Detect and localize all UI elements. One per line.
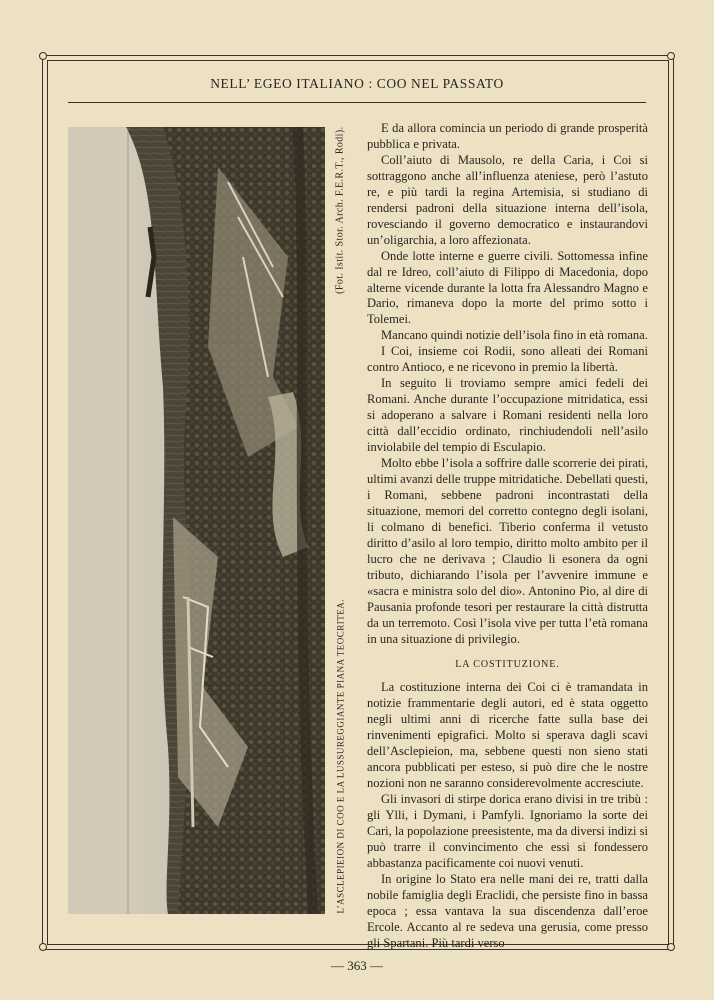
running-title: NELL’ EGEO ITALIANO : COO NEL PASSATO [210, 76, 504, 91]
paragraph: In origine lo Stato era nelle mani dei re, tratti dalla nobile famiglia degli Eraclidi, che persiste fino in bassa epoca ; essa vantava la sua discendenza dall’eroe Ercole. Accanto al re sedeva una gerusia, come presso gli Spartani. Più tardi verso [367, 871, 648, 950]
caption-title: L’ASCLEPIEION DI COO E LA LUSSUREGGIANTE PIANA TEOCRITEA. [335, 599, 345, 914]
border-corner-ornament [667, 943, 675, 951]
border-corner-ornament [39, 52, 47, 60]
body-text-column [367, 121, 648, 952]
photo-credit: (Fot. Istit. Stor. Arch. F.E.R.T., Rodi). [334, 126, 346, 294]
section-heading: LA COSTITUZIONE. [455, 659, 560, 671]
page-number: — 363 — [331, 958, 383, 973]
paragraph: Gli invasori di stirpe dorica erano divisi in tre tribù : gli Ylli, i Dymani, i Pamfyli. Ignoriamo la sorte dei Cari, la popolazione preesistente, ma da diversi indizi si può trarre il convincimento che essi si fondessero abbastanza pacificamente coi nuovi venuti. [367, 792, 648, 870]
paragraph: E da allora comincia un periodo di grande prosperità pubblica e privata. [367, 121, 648, 151]
paragraph: Mancano quindi notizie dell’isola fino in età romana. [381, 328, 648, 343]
border-corner-ornament [667, 52, 675, 60]
paragraph: La costituzione interna dei Coi ci è tramandata in notizie frammentarie degli autori, ed è stata oggetto negli ultimi anni di ricerche fatte sulla base dei rinvenimenti epigrafici. Molto si sperava dagli scavi dell’Asclepieion, ma, sebbene questi non sieno stati ancora pubblicati per esteso, si può dire che le nostre nozioni non ne saranno considerevolmente accresciute. [367, 680, 648, 791]
border-corner-ornament [39, 943, 47, 951]
paragraph: Coll’aiuto di Mausolo, re della Caria, i Coi si sottraggono anche all’influenza ateniese, però l’astuto re, e più tardi la regina Artemisia, si studiano di rendersi padroni della situazione interna dell’isola, rovesciando il governo democratico e instaurandovi un’oligarchia, a loro affezionata. [367, 152, 648, 247]
paragraph: Molto ebbe l’isola a soffrire dalle scorrerie dei pirati, ultimi avanzi delle truppe mitridatiche. Debellati questi, i Romani, sebbene padroni incontrastati della situazione, memori del corretto contegno degli isolani, li colmano di benefici. Tiberio conferma il vetusto diritto d’asilo al loro tempio, diritto molto ambito per il lucro che ne derivava ; Claudio li esonera da ogni tributo, dichiarando l’isola per l’avvenire immune e «sacra e ministra solo del dio». Antonino Pio, al dire di Pausania profonde tesori per restaurare la città distrutta da un terremoto. Così l’isola vive per tutta l’età romana in una situazione di privilegio. [367, 456, 648, 646]
header-rule [68, 102, 646, 103]
paragraph: I Coi, insieme coi Rodii, sono alleati dei Romani contro Antioco, e ne ricevono in premio la libertà. [367, 344, 648, 375]
paragraph: Onde lotte interne e guerre civili. Sottomessa infine dal re Idreo, coll’aiuto di Filippo di Macedonia, dopo alterne vicende durante la lotta fra Alessandro Magno e Dario, rimaneva dopo la morte del primo sotto i Tolemei. [367, 248, 648, 327]
asclepieion-photograph [68, 127, 325, 914]
paragraph: In seguito li troviamo sempre amici fedeli dei Romani. Anche durante l’occupazione mitridatica, essi si adoperano a salvare i Romani residenti nella loro città dall’eccidio ordinato, rinchiudendoli nell’asilo inviolabile del tempio di Esculapio. [367, 376, 648, 455]
